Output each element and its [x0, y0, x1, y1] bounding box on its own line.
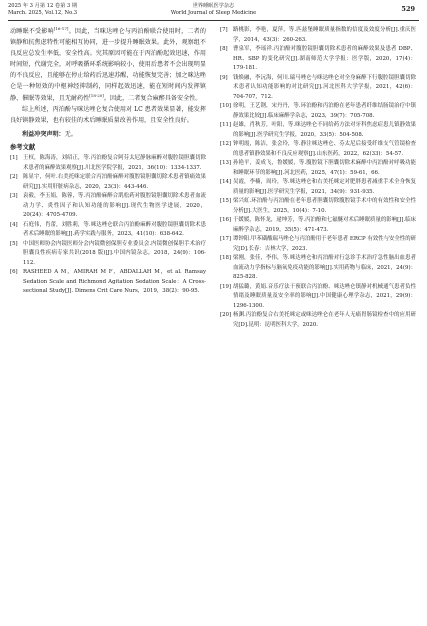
reference-text: 于媛媛，陈怀龙，逯坤芳，等.丙泊酚和七氟醚对术后睡眠质量的影响[J].临床麻醉学杂志，2019，35(5)：471-473.	[233, 217, 416, 233]
reference-item	[220, 283, 416, 312]
reference-item	[10, 192, 206, 221]
reference-number: [5]	[10, 240, 18, 247]
reference-item	[10, 173, 206, 192]
reference-text: 胡猛璐，黄娟.音乐疗法干预联合丙泊酚、咪达唑仑镇静对机械通气患者负性情绪及睡眠质量及安全率的影响[J].中国健康心理学杂志，2021，29(9)：1296-1300.	[233, 283, 416, 309]
reference-text: 曹泉军，李瑶祥.丙泊酚对腹腔镜胆囊切除术患者的麻醉效果及患者 DBP、HR、SBP 的变化研究[J].湖南师范大学学报：医学版，2020，17(4)：179-181.	[233, 46, 416, 71]
reference-text: 中国医师协会内镜医师分会内镜微创保胆专业委员会.内镜微创保胆手术治疗胆囊良性疾病专家共识(2018 版)[J].中国内镜杂志，2018，24(9)：106-112.	[23, 240, 206, 266]
reference-item	[10, 154, 206, 173]
reference-item	[220, 311, 416, 330]
reference-text: 赵雄，肖秋芳，叶阳，等.咪达唑仑不同给药方法对牙科焦虑症患儿镇静效果的影响[J].医学研究生学报，2020，33(5)：504-508.	[233, 122, 416, 138]
reference-item	[220, 178, 416, 197]
citation-16-17: [16-17]	[53, 25, 69, 31]
reference-item	[220, 74, 416, 103]
page-number: 529	[401, 5, 415, 13]
reference-text: 钟明霞，陈洁，张会玲，等.静注咪达唑仑、芬太尼后接受纤维支气管镜检查的患者镇静效果和不良反应观察[J].山东医药，2022，62(33)：54-57.	[233, 141, 416, 157]
header-journal-title	[8, 3, 419, 17]
reference-number: [19]	[220, 283, 232, 290]
reference-text: 谭钟阳.甲苯磺酸瑞马唑仑与丙泊酚用于老年患者 ERCP 有效性与安全性的研究[D].长春：吉林大学，2023.	[233, 236, 416, 252]
reference-item	[220, 216, 416, 235]
reference-text: 王权，陈海涛，刘绍正，等.丙泊酚复合阿芬太尼静脉麻醉对腹腔镜胆囊切除术患者的麻醉效果观察[J].川北医学院学报，2021，36(10)：1334-1337.	[23, 155, 206, 171]
reference-item	[10, 221, 206, 240]
reference-number: [16]	[220, 217, 232, 223]
reference-number: [1]	[10, 155, 18, 162]
conflict-label: 利益冲突声明：	[22, 130, 65, 138]
reference-text: 钱焕融，李沅海，何川.瑞马唑仑与咪达唑仑对全身麻醉下行腹腔镜胆囊切除术患者认知功能影响的对比研究[J].河北医科大学学报，2021，42(6)：704-707，712.	[233, 74, 416, 100]
reference-item	[10, 240, 206, 269]
references-heading: 参考文献	[10, 143, 36, 151]
journal-title-en: World Journal of Sleep Medicine	[170, 10, 257, 16]
reference-item	[220, 159, 416, 178]
reference-number: [12]	[220, 141, 232, 147]
reference-number: [15]	[220, 198, 232, 204]
header-issue-cn: 2025 年 3 月第 12 卷第 3 期	[8, 3, 78, 9]
reference-number: [18]	[220, 255, 232, 261]
reference-number: [20]	[220, 312, 232, 318]
conclusion-paragraph: 综上所述，丙泊酚与咪达唑仑复合使用对 LC 患者效果显著，能发挥良好镇静效果，也有较佳的术后睡眠质量改善作用，且安全性良好。	[10, 105, 206, 124]
reference-number: [9]	[220, 74, 228, 81]
reference-text: RASHEED A M，AMIRAH M F，ABDALLAH M，et al. Ramsay Sedation Scale and Richmond Agitation Sedation Scale：A Cross-sectional Study[J]. Dimens Crit Care Nurs，2019，38(2)：90-95.	[23, 269, 206, 295]
reference-number: [7]	[220, 27, 228, 33]
reference-text: 路桃影，李艳，夏萍，等.匹兹堡睡眠质量指数的信度及效度分析[J].重庆医学，2014，43(3)：260-263.	[233, 27, 416, 43]
reference-number: [6]	[10, 269, 18, 276]
header-issue-en: March. 2025, Vol.12, No.3	[8, 10, 78, 16]
conflict-statement	[22, 129, 206, 140]
reference-list-right	[220, 26, 416, 330]
reference-text: 徐明，王艺钢，宋丹丹，等.环泊酚和丙泊酚在老年患者纤维结肠镜治疗中镇静效果比较[J].临床麻醉学杂志，2023，39(7)：705-708.	[233, 103, 416, 119]
conflict-value: 无。	[64, 130, 77, 138]
reference-number: [17]	[220, 236, 232, 242]
reference-item	[220, 121, 416, 140]
discussion-paragraph	[10, 26, 206, 104]
reference-number: [8]	[220, 46, 228, 52]
reference-text: 袁毅，李玉娟，陈蓉，等.丙泊酚麻醉合肌松药对腹腔镜胆囊切除术患者血流动力学、炎性因子和认知功能的影响[J].现代生物医学进展，2020，20(24)：4705-4709.	[23, 193, 206, 219]
reference-number: [14]	[220, 179, 232, 185]
reference-item	[220, 235, 416, 254]
journal-title-cn: 世界睡眠医学杂志	[192, 3, 235, 9]
right-column	[220, 26, 416, 330]
reference-text: 梁兴虹.环泊酚与丙泊酚在老年患者胆囊切除腹腔镜手术中的有效性和安全性分析[J].大医生，2025，10(4)：7-10.	[233, 198, 416, 214]
reference-item	[220, 197, 416, 216]
reference-list-left	[10, 154, 206, 297]
reference-text: 孙艳平，姜成飞，鲁媛媛，等.腹腔镜下胆囊切除术麻醉中丙泊酚对呼吸功能和睡眠环节的影响[J].河北医药，2025，47(1)：59-61，66.	[233, 160, 416, 176]
header-divider	[8, 20, 419, 21]
para1-text-b: 。因此，当咪达唑仑与丙泊酚联合使用时，二者的镇静和抗焦虑特性可能相互协同，进一步提升睡眠效果。此外，观察组不良反应总发生率低，安全性高。究其原因可能在于丙泊酚起效迅速，作用时间短，代谢完全，对呼吸循环系统影响较小，使用后患者不会出现明显的不良反应，且能够在停止给药后迅速苏醒，功能恢复完善；加之咪达唑仑是一种短效的中枢神经抑制药，同样起效迅速，能在短时间内发挥镇静、催眠等效果，且无耐药性	[10, 28, 207, 102]
reference-item	[220, 254, 416, 283]
para1-text-c: 。因此，二者复合麻醉具备安全性。	[103, 94, 202, 102]
citation-18-20: [18-20]	[89, 92, 104, 98]
reference-number: [3]	[10, 193, 18, 200]
reference-item	[220, 26, 416, 45]
reference-number: [10]	[220, 103, 232, 109]
para1-text-a: 动睡眠不受影响	[10, 28, 54, 35]
reference-text: 石庭伟，肖蕾，刘胜莉，等.咪达唑仑联合丙泊酚麻醉对腹腔镜胆囊切除术患者术后睡眠的影响[J].药学实践与服务，2023，41(10)：638-642.	[23, 221, 206, 238]
reference-number: [4]	[10, 221, 18, 228]
reference-text: 梁刚，张佳，李伟，等.咪达唑仑和丙泊酚对行急诊手术治疗急性脑出血患者血流动力学指标与脑氧免疫功能的影响[J].实用药物与临床，2021，24(9)：825-828.	[233, 255, 416, 280]
left-column	[10, 26, 206, 297]
reference-text: 陈显宇，何叶.右美托咪定联合丙泊酚麻醉对腹腔镜胆囊切除术患者镇痛效果研究[J].实用肝脏病杂志，2020，23(3)：443-446.	[23, 174, 206, 190]
reference-number: [13]	[220, 160, 232, 166]
reference-text: 杨渊.丙泊酚复合右美托咪定或咪达唑仑在老年人无痛胃肠镜检查中的应用研究[D].昆明：昆明医科大学，2020.	[233, 312, 416, 328]
reference-item	[220, 102, 416, 121]
reference-text: 吴霞，李楠，周玲，等.咪达唑仑和右美托咪定对肥胖患者减重手术全身恢复质量的影响[J].医学研究生学报，2021，34(9)：931-935.	[233, 179, 416, 195]
reference-item	[220, 45, 416, 74]
reference-item	[10, 268, 206, 297]
reference-number: [2]	[10, 174, 18, 181]
reference-item	[220, 140, 416, 159]
reference-number: [11]	[220, 122, 232, 128]
